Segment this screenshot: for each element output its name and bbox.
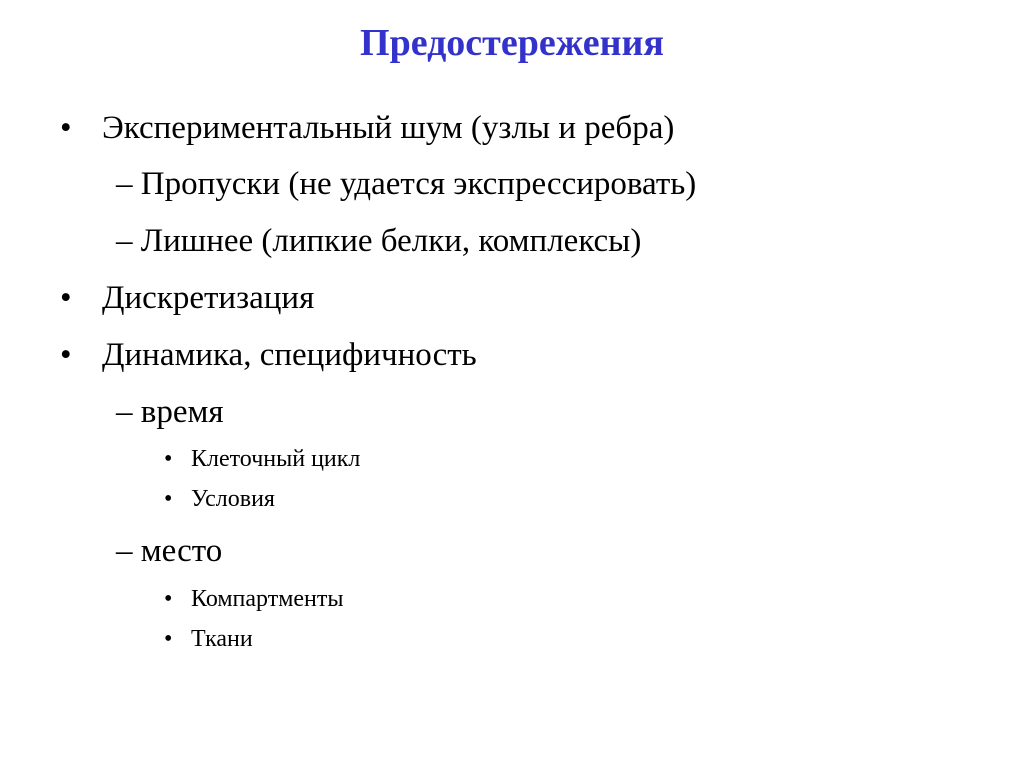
bullet-marker: • (60, 337, 72, 373)
slide-title: Предостережения (360, 22, 664, 64)
sub-sub-item-text: Условия (191, 486, 275, 512)
sub-sub-item-text: Компартменты (191, 586, 344, 612)
sub-sub-item-text: Ткани (191, 626, 253, 652)
bullet-text: Динамика, специфичность (102, 337, 477, 373)
bullet-marker: • (164, 486, 173, 512)
bullet-item (60, 108, 820, 148)
sub-sub-item-text: Клеточный цикл (191, 446, 361, 472)
sub-item-text: место (140, 533, 223, 569)
bullet-marker: • (60, 110, 72, 146)
bullet-marker: • (60, 280, 72, 316)
dash-marker: – (116, 166, 141, 202)
sub-item-text: время (140, 394, 224, 430)
sub-item-text: Лишнее (липкие белки, комплексы) (140, 223, 642, 259)
sub-item (116, 164, 836, 204)
sub-item (116, 531, 516, 571)
sub-item (116, 221, 836, 261)
sub-sub-item (164, 444, 564, 474)
bullet-text: Экспериментальный шум (узлы и ребра) (102, 110, 675, 146)
sub-sub-item (164, 484, 564, 514)
bullet-marker: • (164, 626, 173, 652)
bullet-text: Дискретизация (102, 280, 315, 316)
dash-marker: – (116, 394, 141, 430)
dash-marker: – (116, 223, 141, 259)
sub-sub-item (164, 584, 564, 614)
sub-item (116, 392, 516, 432)
sub-item-text: Пропуски (не удается экспрессировать) (140, 166, 697, 202)
bullet-marker: • (164, 586, 173, 612)
sub-sub-item (164, 624, 564, 654)
bullet-item (60, 335, 820, 375)
bullet-marker: • (164, 446, 173, 472)
dash-marker: – (116, 533, 141, 569)
bullet-item (60, 278, 820, 318)
